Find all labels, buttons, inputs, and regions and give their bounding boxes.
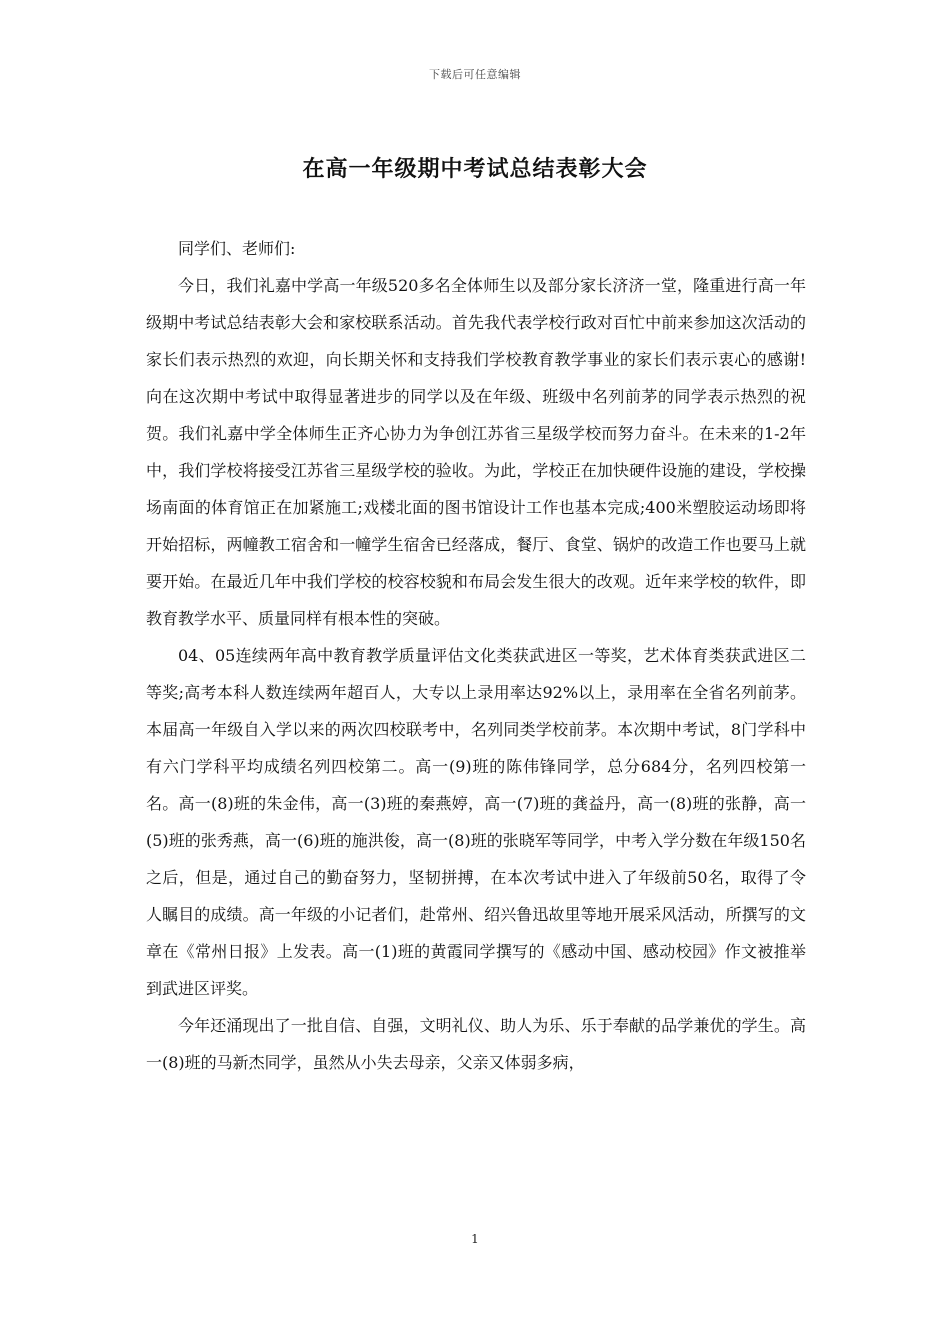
salutation-paragraph: 同学们、老师们:	[178, 239, 296, 258]
header-note: 下载后可任意编辑	[429, 68, 521, 81]
page-number: 1	[471, 1232, 479, 1246]
document-body	[146, 230, 806, 1081]
document-title: 在高一年级期中考试总结表彰大会	[302, 156, 648, 182]
body-paragraph: 今日，我们礼嘉中学高一年级520多名全体师生以及部分家长济济一堂，隆重进行高一年级期中考试总结表彰大会和家校联系活动。首先我代表学校行政对百忙中前来参加这次活动的家长们表示热烈的欢迎，向长期关怀和支持我们学校教育教学事业的家长们表示衷心的感谢!向在这次期中考试中取得显著进步的同学以及在年级、班级中名列前茅的同学表示热烈的祝贺。我们礼嘉中学全体师生正齐心协力为争创江苏省三星级学校而努力奋斗。在未来的1-2年中，我们学校将接受江苏省三星级学校的验收。为此，学校正在加快硬件设施的建设，学校操场南面的体育馆正在加紧施工;戏楼北面的图书馆设计工作也基本完成;400米塑胶运动场即将开始招标，两幢教工宿舍和一幢学生宿舍已经落成，餐厅、食堂、锅炉的改造工作也要马上就要开始。在最近几年中我们学校的校容校貌和布局会发生很大的改观。近年来学校的软件，即教育教学水平、质量同样有根本性的突破。	[146, 276, 806, 628]
body-paragraph: 今年还涌现出了一批自信、自强，文明礼仪、助人为乐、乐于奉献的品学兼优的学生。高一(8)班的马新杰同学，虽然从小失去母亲，父亲又体弱多病，	[146, 1016, 806, 1072]
body-paragraph: 04、05连续两年高中教育教学质量评估文化类获武进区一等奖，艺术体育类获武进区二等奖;高考本科人数连续两年超百人，大专以上录用率达92%以上，录用率在全省名列前茅。本届高一年级自入学以来的两次四校联考中，名列同类学校前茅。本次期中考试，8门学科中有六门学科平均成绩名列四校第二。高一(9)班的陈伟锋同学，总分684分，名列四校第一名。高一(8)班的朱金伟，高一(3)班的秦燕婷，高一(7)班的龚益丹，高一(8)班的张静，高一(5)班的张秀燕，高一(6)班的施洪俊，高一(8)班的张晓军等同学，中考入学分数在年级150名之后，但是，通过自己的勤奋努力，坚韧拼搏，在本次考试中进入了年级前50名，取得了令人瞩目的成绩。高一年级的小记者们，赴常州、绍兴鲁迅故里等地开展采风活动，所撰写的文章在《常州日报》上发表。高一(1)班的黄霞同学撰写的《感动中国、感动校园》作文被推举到武进区评奖。	[146, 646, 806, 998]
